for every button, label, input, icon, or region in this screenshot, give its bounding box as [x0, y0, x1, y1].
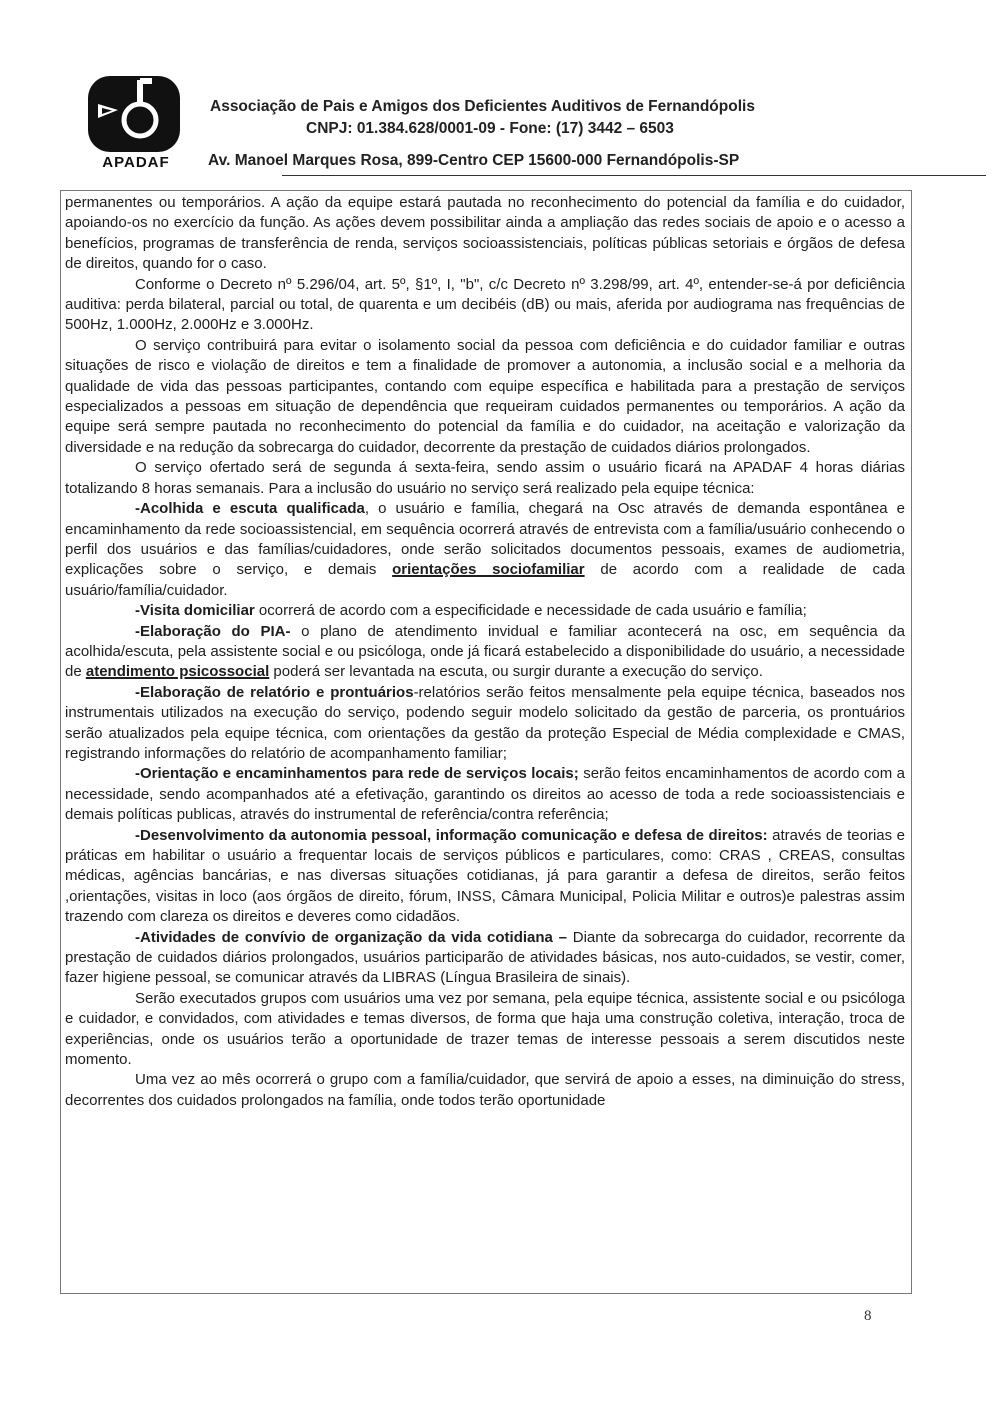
section-heading: -Elaboração do PIA- [135, 622, 291, 640]
paragraph-atividades: -Atividades de convívio de organização da vida cotidiana – Diante da sobrecarga do cuidador, recorrente da prestação de cuidados diários prolongados, usuários participarão de atividades básicas, nos auto-cuidados, se vestir, comer, fazer higiene pessoal, se comunicar através da LIBRAS (Língua Brasileira de sinais). [65, 928, 905, 987]
paragraph-autonomia: -Desenvolvimento da autonomia pessoal, informação comunicação e defesa de direitos: através de teorias e práticas em habilitar o usuário a frequentar locais de serviços públicos e particulares, como: CRAS , CREAS, consultas médicas, agências bancárias, e nas diversas situações cotidianas, já para garantir a defesa de direitos, serão feitos ,orientações, visitas in loco (aos órgãos de direito, fórum, INSS, Câmara Municipal, Policia Militar e outros)e palestras assim trazendo com clareza os direitos e deveres como cidadãos. [65, 826, 905, 926]
header-divider [282, 175, 986, 176]
organization-address: Av. Manoel Marques Rosa, 899-Centro CEP 15600-000 Fernandópolis-SP [208, 152, 740, 169]
section-heading: -Visita domiciliar [135, 602, 255, 620]
paragraph-orientacao: -Orientação e encaminhamentos para rede de serviços locais; serão feitos encaminhamentos de acordo com a necessidade, sendo acompanhados até a efetivação, garantindo os direitos ao acesso de toda a rede socioassistenciais e demais políticas publicas, através do instrumental de referência/contra referência; [65, 765, 905, 824]
document-body [65, 193, 905, 1111]
letterhead [76, 74, 918, 182]
section-heading: -Desenvolvimento da autonomia pessoal, informação comunicação e defesa de direitos: [135, 826, 768, 844]
paragraph-visita: -Visita domiciliar ocorrerá de acordo com a especificidade e necessidade de cada usuário e família; [135, 602, 807, 620]
paragraph-acolhida: -Acolhida e escuta qualificada, o usuário e família, chegará na Osc através de demanda espontânea e encaminhamento da rede socioassistencial, em sequência ocorrerá através de entrevista com a família/usuário conhecendo o perfil dos usuários e das famílias/cuidadores, onde serão solicitados documentos pessoais, exames de audiometria, explicações sobre o serviço, e demais orientações sociofamiliar de acordo com a realidade de cada usuário/família/cuidador. [65, 500, 906, 599]
organization-name: Associação de Pais e Amigos dos Deficientes Auditivos de Fernandópolis [210, 98, 755, 115]
section-heading: -Atividades de convívio de organização da vida cotidiana – [135, 928, 567, 946]
apadaf-logo-icon [84, 74, 184, 154]
section-heading: -Orientação e encaminhamentos para rede de serviços locais; [135, 765, 579, 783]
paragraph: O serviço contribuirá para evitar o isolamento social da pessoa com deficiência e do cuidador familiar e outras situações de risco e violação de direitos e tem a finalidade de promover a autonomia, a inclusão social e a melhoria da qualidade de vida das pessoas participantes, contando com equipe específica e habilitada para a prestação de serviços especializados a pessoas em situação de dependência que requeiram cuidados permanentes ou temporários. A ação da equipe será sempre pautada no reconhecimento do potencial da família e do cuidador, na aceitação e valorização da diversidade e na redução da sobrecarga do cuidador, decorrente da prestação de cuidados diários prolongados. [65, 336, 905, 456]
paragraph-pia: -Elaboração do PIA- o plano de atendimento invidual e familiar acontecerá na osc, em sequência da acolhida/escuta, pela assistente social e ou psicóloga, onde já ficará estabelecido a disponibilidade do usuário, a necessidade de atendimento psicossocial poderá ser levantada na escuta, ou surgir durante a execução do serviço. [65, 622, 905, 681]
page-number: 8 [864, 1308, 872, 1324]
paragraph-relatorio: -Elaboração de relatório e prontuários-relatórios serão feitos mensalmente pela equipe técnica, baseados nos instrumentais utilizados na execução do serviço, podendo seguir modelo solicitado da gestão de parceria, os prontuários serão atualizados pela equipe técnica, com orientações da gestão da proteção Especial de Média complexidade e CMAS, registrando informações do relatório de acompanhamento familiar; [65, 683, 905, 762]
apadaf-logo [80, 74, 188, 178]
cnpj-phone: CNPJ: 01.384.628/0001-09 - Fone: (17) 3442 – 6503 [306, 120, 674, 137]
underlined-term: orientações sociofamiliar [392, 561, 585, 579]
underlined-term: atendimento psicossocial [85, 663, 270, 681]
paragraph: O serviço ofertado será de segunda á sexta-feira, sendo assim o usuário ficará na APADAF 4 horas diárias totalizando 8 horas semanais. Para a inclusão do usuário no serviço será realizado pela equipe técnica: [65, 459, 905, 497]
logo-wordmark: APADAF [102, 154, 170, 171]
paragraph: Serão executados grupos com usuários uma vez por semana, pela equipe técnica, assistente social e ou psicóloga e cuidador, e convidados, com atividades e temas diversos, de forma que haja uma construção coletiva, interação, troca de experiências, onde os usuários terão a oportunidade de trazer temas de interesse pessoais a serem discutidos neste momento. [65, 989, 905, 1069]
section-heading: -Elaboração de relatório e prontuários [135, 683, 414, 701]
paragraph: Uma vez ao mês ocorrerá o grupo com a família/cuidador, que servirá de apoio a esses, na diminuição do stress, decorrentes dos cuidados prolongados na família, onde todos terão oportunidade [65, 1071, 905, 1109]
paragraph: permanentes ou temporários. A ação da equipe estará pautada no reconhecimento do potencial da família e do cuidador, apoiando-os no exercício da função. As ações devem possibilitar ainda a ampliação das redes sociais de apoio e o acesso a benefícios, programas de transferência de renda, serviços socioassistenciais, políticas públicas setoriais e órgãos de defesa de direitos, quando for o caso. [65, 194, 905, 273]
paragraph: Conforme o Decreto nº 5.296/04, art. 5º, §1º, I, "b", c/c Decreto nº 3.298/99, art. 4º, entender-se-á por deficiência auditiva: perda bilateral, parcial ou total, de quarenta e um decibéis (dB) ou mais, aferida por audiograma nas frequências de 500Hz, 1.000Hz, 2.000Hz e 3.000Hz. [65, 275, 905, 334]
section-heading: -Acolhida e escuta qualificada [135, 500, 365, 518]
